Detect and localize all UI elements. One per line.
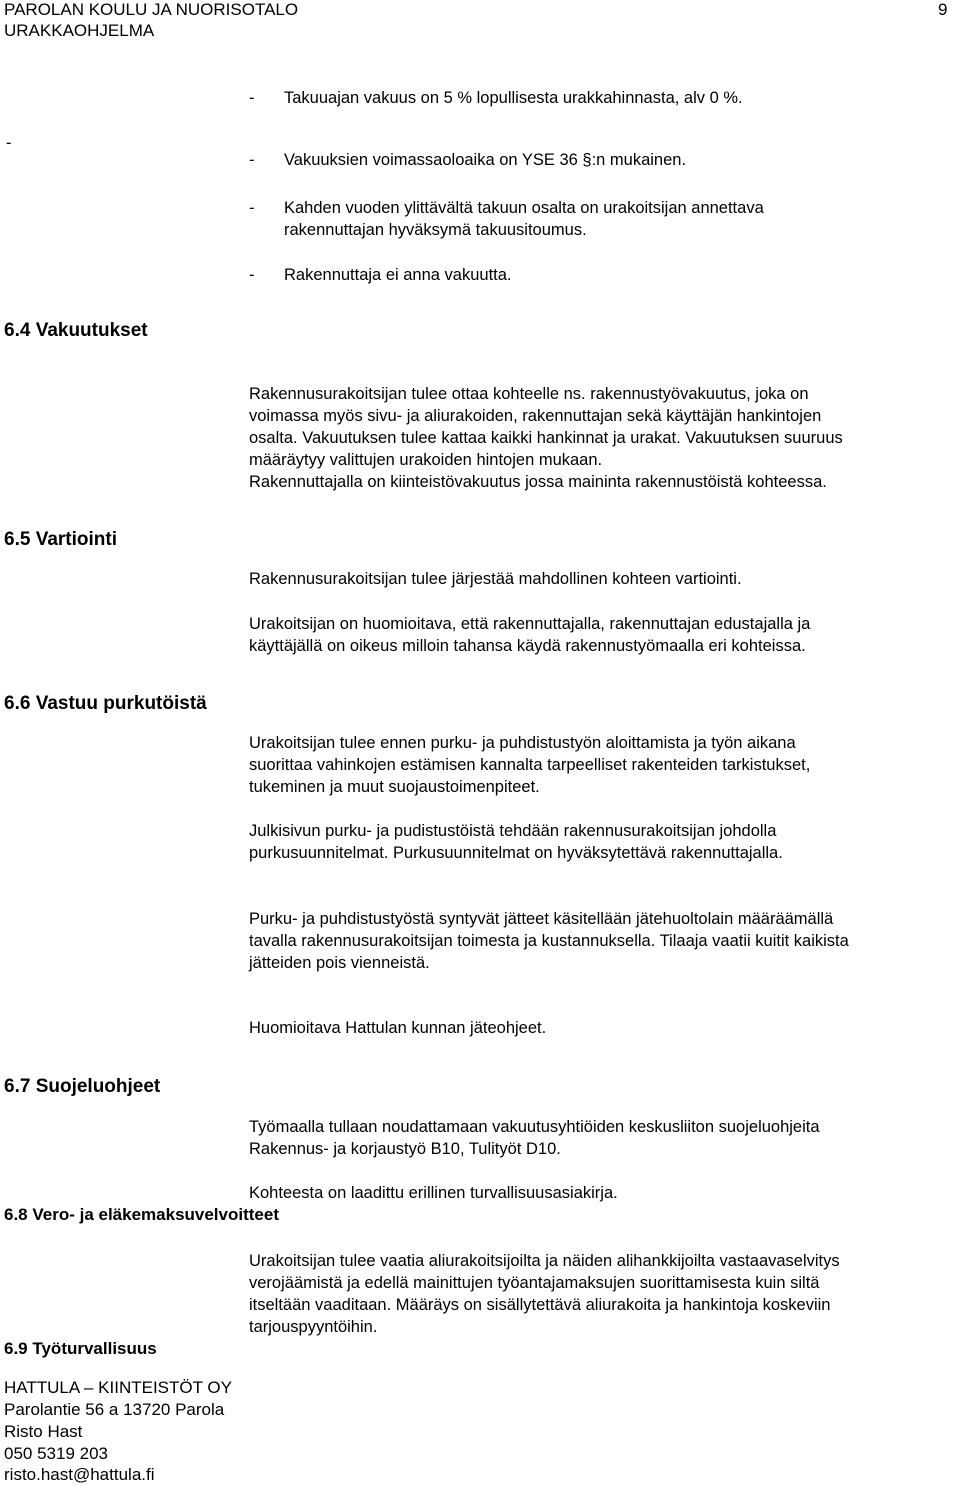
stray-dash: - — [6, 134, 12, 152]
text-line: Kohteesta on laadittu erillinen turvallisuusasiakirja. — [249, 1184, 618, 1202]
bullet-text: Kahden vuoden ylittävältä takuun osalta on urakoitsijan annettava — [284, 199, 764, 217]
section-heading-6-8: 6.8 Vero- ja eläkemaksuvelvoitteet — [4, 1205, 279, 1224]
section-6-6-p1 — [249, 732, 957, 798]
text-line: Urakoitsijan tulee vaatia aliurakoitsijoilta ja näiden alihankkijoilta vastaavaselvitys — [249, 1252, 840, 1270]
section-6-8-p1 — [249, 1250, 957, 1338]
section-heading-6-5: 6.5 Vartiointi — [4, 529, 117, 550]
bullet-dash: - — [249, 199, 255, 217]
text-line: osalta. Vakuutuksen tulee kattaa kaikki hankinnat ja urakat. Vakuutuksen suuruus — [249, 429, 843, 447]
text-line: Työmaalla tullaan noudattamaan vakuutusyhtiöiden keskusliiton suojeluohjeita — [249, 1118, 820, 1136]
section-6-5-p1 — [249, 568, 957, 590]
bullet-item — [249, 197, 764, 219]
text-line: tavalla rakennusurakoitsijan toimesta ja kustannuksella. Tilaaja vaatii kuitit kaikista — [249, 932, 849, 950]
text-line: suorittaa vahinkojen estämisen kannalta tarpeelliset rakenteiden tarkistukset, — [249, 756, 811, 774]
text-line: Urakoitsijan tulee ennen purku- ja puhdistustyön aloittamista ja työn aikana — [249, 734, 796, 752]
text-line: purkusuunnitelmat. Purkusuunnitelmat on hyväksytettävä rakennuttajalla. — [249, 844, 783, 862]
text-line: jätteiden pois vienneistä. — [249, 954, 430, 972]
text-line: Rakennusurakoitsijan tulee järjestää mahdollinen kohteen vartiointi. — [249, 570, 742, 588]
text-line: Julkisivun purku- ja pudistustöistä tehdään rakennusurakoitsijan johdolla — [249, 822, 777, 840]
section-6-6-p3 — [249, 908, 957, 974]
section-6-5-p2 — [249, 613, 957, 657]
section-heading-6-7: 6.7 Suojeluohjeet — [4, 1076, 161, 1097]
section-6-7-p1 — [249, 1116, 957, 1160]
text-line: tarjouspyyntöihin. — [249, 1318, 378, 1336]
bullet-text: Vakuuksien voimassaoloaika on YSE 36 §:n mukainen. — [284, 151, 687, 169]
header-title: PAROLAN KOULU JA NUORISOTALO — [4, 0, 299, 19]
page-number: 9 — [938, 0, 948, 19]
footer-email: risto.hast@hattula.fi — [4, 1465, 155, 1484]
text-line: Rakennuttajalla on kiinteistövakuutus jossa maininta rakennustöistä kohteessa. — [249, 473, 827, 491]
bullet-item — [249, 149, 686, 171]
section-heading-6-9: 6.9 Työturvallisuus — [4, 1339, 157, 1358]
bullet-item — [249, 264, 512, 286]
bullet-text: rakennuttajan hyväksymä takuusitoumus. — [284, 221, 587, 239]
footer-name: Risto Hast — [4, 1422, 83, 1441]
footer-address: Parolantie 56 a 13720 Parola — [4, 1400, 225, 1419]
section-6-6-p2 — [249, 820, 957, 864]
bullet-dash: - — [249, 151, 255, 169]
text-line: Purku- ja puhdistustyöstä syntyvät jätteet käsitellään jätehuoltolain määräämällä — [249, 910, 834, 928]
text-line: Urakoitsijan on huomioitava, että rakennuttajalla, rakennuttajan edustajalla ja — [249, 615, 811, 633]
bullet-dash: - — [249, 89, 255, 107]
section-heading-6-6: 6.6 Vastuu purkutöistä — [4, 693, 207, 714]
bullet-item — [249, 219, 587, 241]
bullet-text: Takuuajan vakuus on 5 % lopullisesta urakkahinnasta, alv 0 %. — [284, 89, 743, 107]
footer-org: HATTULA – KIINTEISTÖT OY — [4, 1378, 232, 1397]
bullet-item — [249, 87, 743, 109]
bullet-dash: - — [249, 266, 255, 284]
section-heading-6-4: 6.4 Vakuutukset — [4, 320, 148, 341]
section-6-6-p4 — [249, 1017, 957, 1039]
footer-phone: 050 5319 203 — [4, 1444, 108, 1463]
text-line: voimassa myös sivu- ja aliurakoiden, rakennuttajan sekä käyttäjän hankintojen — [249, 407, 822, 425]
section-6-7-p2 — [249, 1182, 957, 1204]
text-line: Rakennusurakoitsijan tulee ottaa kohteelle ns. rakennustyövakuutus, joka on — [249, 385, 809, 403]
text-line: määräytyy valittujen urakoiden hintojen mukaan. — [249, 451, 603, 469]
text-line: Huomioitava Hattulan kunnan jäteohjeet. — [249, 1019, 547, 1037]
text-line: itseltään vaaditaan. Määräys on sisällytettävä aliurakoita ja hankintoja koskeviin — [249, 1296, 831, 1314]
section-6-4-body — [249, 383, 957, 493]
header-subtitle: URAKKAOHJELMA — [4, 21, 155, 40]
bullet-text: Rakennuttaja ei anna vakuutta. — [284, 266, 512, 284]
text-line: Rakennus- ja korjaustyö B10, Tulityöt D10. — [249, 1140, 561, 1158]
text-line: tukeminen ja muut suojaustoimenpiteet. — [249, 778, 540, 796]
text-line: käyttäjällä on oikeus milloin tahansa käydä rakennustyömaalla eri kohteissa. — [249, 637, 806, 655]
text-line: verojäämistä ja edellä mainittujen työantajamaksujen suorittamisesta kuin siltä — [249, 1274, 820, 1292]
